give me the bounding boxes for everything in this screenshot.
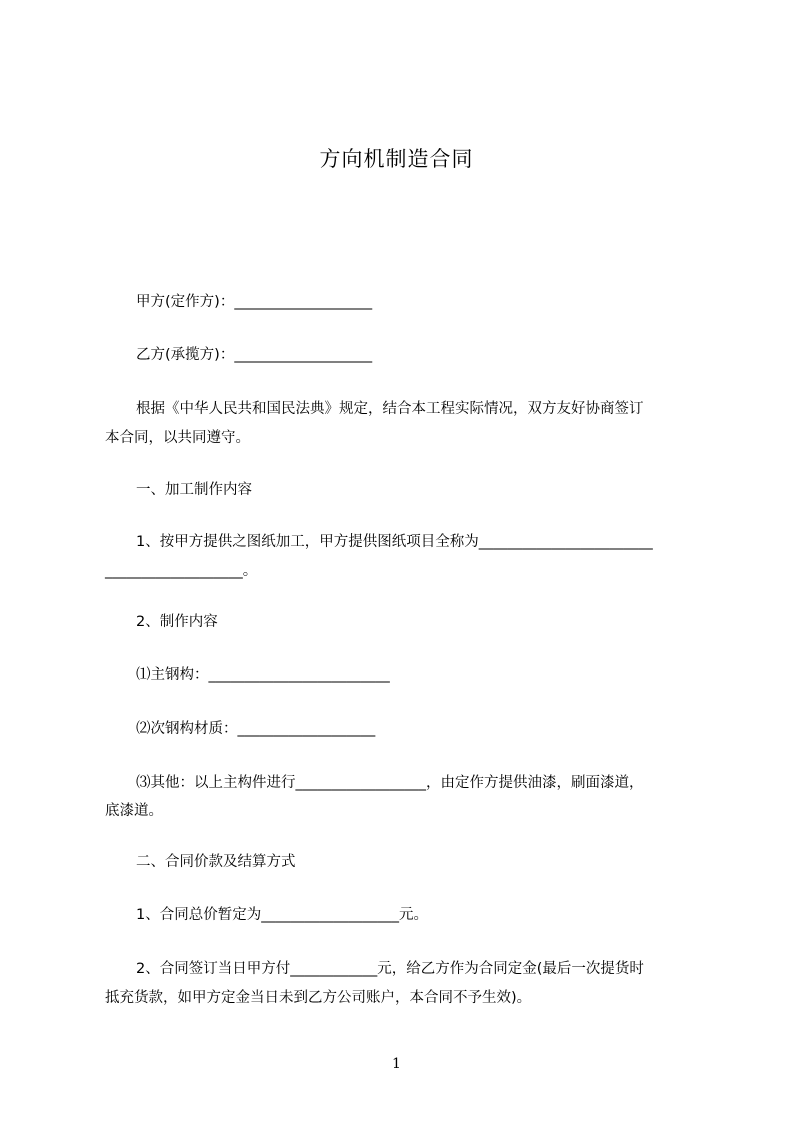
section-1-heading: 一、加工制作内容 — [136, 482, 252, 498]
item-2-heading: 2、制作内容 — [136, 614, 218, 630]
page-number: 1 — [392, 1056, 401, 1072]
party-b-line: 乙方(承揽方)：___________________ — [136, 347, 373, 363]
item-1-line-1: 1、按甲方提供之图纸加工，甲方提供图纸项目全称为________________________ — [136, 534, 653, 550]
document-title: 方向机制造合同 — [319, 147, 474, 171]
sub-item-1: ⑴主钢构：_________________________ — [136, 667, 390, 683]
section-2-heading: 二、合同价款及结算方式 — [136, 854, 296, 870]
party-a-line: 甲方(定作方)：___________________ — [136, 294, 373, 310]
sub-item-2: ⑵次钢构材质：___________________ — [136, 721, 376, 737]
sub-item-3-line-1: ⑶其他：以上主构件进行__________________，由定作方提供油漆，刷面漆道， — [136, 775, 644, 791]
payment-2-line-2: 抵充货款，如甲方定金当日未到乙方公司账户，本合同不予生效)。 — [105, 990, 532, 1006]
sub-item-3-line-2: 底漆道。 — [105, 803, 163, 819]
payment-2-line-1: 2、合同签订当日甲方付____________元，给乙方作为合同定金(最后一次提货时 — [136, 961, 644, 977]
payment-1: 1、合同总价暂定为___________________元。 — [136, 907, 428, 923]
item-1-line-2: ___________________。 — [105, 563, 258, 579]
intro-line-2: 本合同，以共同遵守。 — [105, 430, 250, 446]
intro-line-1: 根据《中华人民共和国民法典》规定，结合本工程实际情况，双方友好协商签订 — [136, 401, 644, 417]
